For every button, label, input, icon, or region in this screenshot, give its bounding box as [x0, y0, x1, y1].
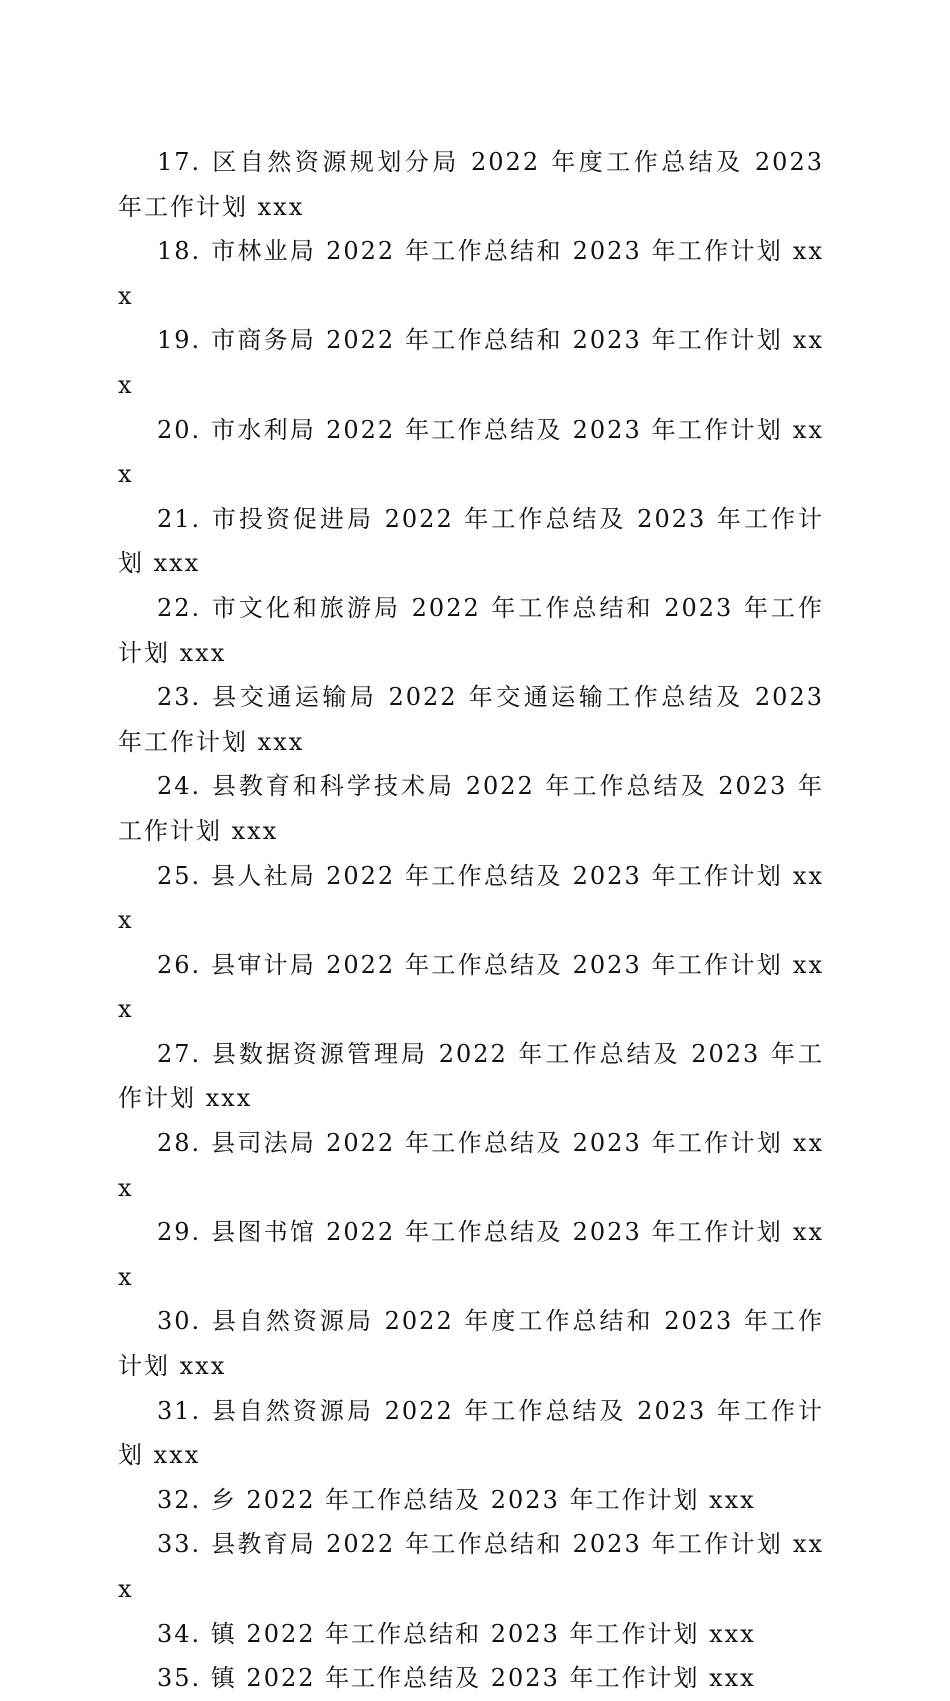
- list-item-29: 29. 县图书馆 2022 年工作总结及 2023 年工作计划 xxx: [118, 1218, 824, 1291]
- list-item-32: 32. 乡 2022 年工作总结及 2023 年工作计划 xxx: [157, 1485, 756, 1514]
- list-item-27: 27. 县数据资源管理局 2022 年工作总结及 2023 年工作计划 xxx: [118, 1039, 824, 1113]
- list-item-25: 25. 县人社局 2022 年工作总结及 2023 年工作计划 xxx: [118, 861, 824, 935]
- list-item-23: 23. 县交通运输局 2022 年交通运输工作总结及 2023 年工作计划 xxx: [118, 683, 824, 756]
- document-entry-list: [118, 140, 824, 1701]
- list-item-19: 19. 市商务局 2022 年工作总结和 2023 年工作计划 xxx: [118, 326, 824, 399]
- list-item-35: 35. 镇 2022 年工作总结及 2023 年工作计划 xxx: [157, 1664, 756, 1693]
- list-item-21: 21. 市投资促进局 2022 年工作总结及 2023 年工作计划 xxx: [118, 504, 824, 578]
- list-item-24: 24. 县教育和科学技术局 2022 年工作总结及 2023 年工作计划 xxx: [118, 772, 824, 845]
- list-item-31: 31. 县自然资源局 2022 年工作总结及 2023 年工作计划 xxx: [118, 1396, 824, 1470]
- list-item-18: 18. 市林业局 2022 年工作总结和 2023 年工作计划 xxx: [118, 237, 824, 310]
- list-item-22: 22. 市文化和旅游局 2022 年工作总结和 2023 年工作计划 xxx: [118, 593, 824, 667]
- list-item-26: 26. 县审计局 2022 年工作总结及 2023 年工作计划 xxx: [118, 950, 824, 1024]
- list-item-30: 30. 县自然资源局 2022 年度工作总结和 2023 年工作计划 xxx: [118, 1307, 824, 1381]
- list-item-20: 20. 市水利局 2022 年工作总结及 2023 年工作计划 xxx: [118, 415, 824, 489]
- list-item-34: 34. 镇 2022 年工作总结和 2023 年工作计划 xxx: [157, 1619, 756, 1648]
- list-item-17: 17. 区自然资源规划分局 2022 年度工作总结及 2023 年工作计划 xxx: [118, 148, 824, 221]
- list-item-33: 33. 县教育局 2022 年工作总结和 2023 年工作计划 xxx: [118, 1530, 824, 1603]
- list-item-28: 28. 县司法局 2022 年工作总结及 2023 年工作计划 xxx: [118, 1129, 824, 1202]
